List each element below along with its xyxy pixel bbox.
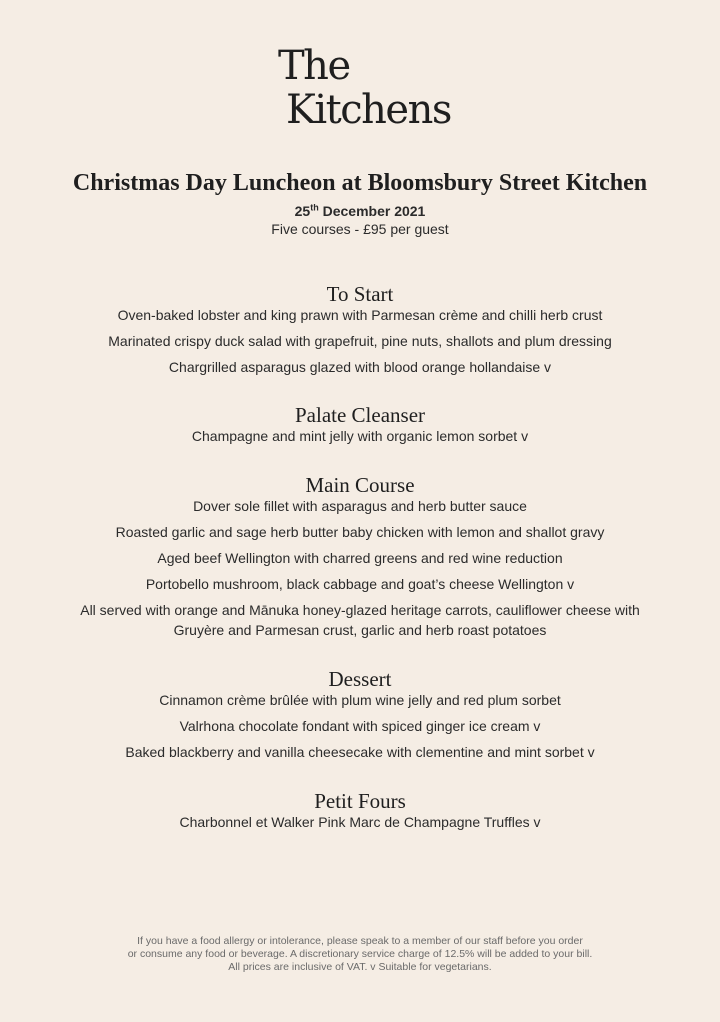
menu-item: Oven-baked lobster and king prawn with Parmesan crème and chilli herb crust — [117, 307, 603, 323]
date-suffix: th — [310, 202, 319, 213]
menu-item: Portobello mushroom, black cabbage and goat’s cheese Wellington v — [145, 576, 575, 592]
section-heading: Main Course — [305, 473, 415, 497]
section-heading: Petit Fours — [314, 789, 406, 813]
menu-item: Marinated crispy duck salad with grapefruit, pine nuts, shallots and plum dressing — [108, 333, 612, 349]
section-to-start — [0, 283, 720, 383]
menu-sides — [0, 600, 720, 640]
footer-line-1: If you have a food allergy or intolerance, please speak to a member of our staff before you order — [137, 935, 583, 947]
brand-logo — [278, 44, 451, 132]
footer-line-2: or consume any food or beverage. A discretionary service charge of 12.5% will be added to your bill. — [127, 948, 593, 960]
section-heading: To Start — [326, 282, 394, 306]
section-heading: Palate Cleanser — [294, 403, 426, 427]
sides-line-1: All served with orange and Mānuka honey-glazed heritage carrots, cauliflower cheese with — [80, 602, 640, 618]
section-heading: Dessert — [328, 667, 392, 691]
date-day: 25 — [294, 203, 311, 219]
section-main-course — [0, 474, 720, 646]
menu-item: Valrhona chocolate fondant with spiced ginger ice cream v — [179, 718, 541, 734]
sides-line-2: Gruyère and Parmesan crust, garlic and herb roast potatoes — [173, 622, 547, 638]
footer-disclaimer — [0, 935, 720, 974]
section-palate-cleanser — [0, 404, 720, 452]
menu-item: Aged beef Wellington with charred greens and red wine reduction — [157, 550, 563, 566]
menu-item: Cinnamon crème brûlée with plum wine jelly and red plum sorbet — [159, 692, 561, 708]
menu-header — [0, 168, 720, 238]
menu-item: Baked blackberry and vanilla cheesecake with clementine and mint sorbet v — [125, 744, 595, 760]
menu-item: Chargrilled asparagus glazed with blood orange hollandaise v — [168, 359, 552, 375]
section-petit-fours — [0, 790, 720, 838]
price-line: Five courses - £95 per guest — [271, 221, 449, 237]
menu-item: Dover sole fillet with asparagus and herb butter sauce — [193, 498, 527, 514]
menu-item: Champagne and mint jelly with organic lemon sorbet v — [191, 428, 529, 444]
section-dessert — [0, 668, 720, 768]
footer-line-3: All prices are inclusive of VAT. v Suitable for vegetarians. — [228, 961, 492, 973]
logo-line-1: The — [278, 43, 350, 89]
menu-item: Charbonnel et Walker Pink Marc de Champagne Truffles v — [179, 814, 541, 830]
page-title: Christmas Day Luncheon at Bloomsbury Street Kitchen — [72, 170, 648, 196]
logo-line-2: Kitchens — [286, 87, 451, 133]
event-date — [0, 202, 720, 220]
menu-item: Roasted garlic and sage herb butter baby chicken with lemon and shallot gravy — [115, 524, 605, 540]
date-rest: December 2021 — [318, 203, 426, 219]
